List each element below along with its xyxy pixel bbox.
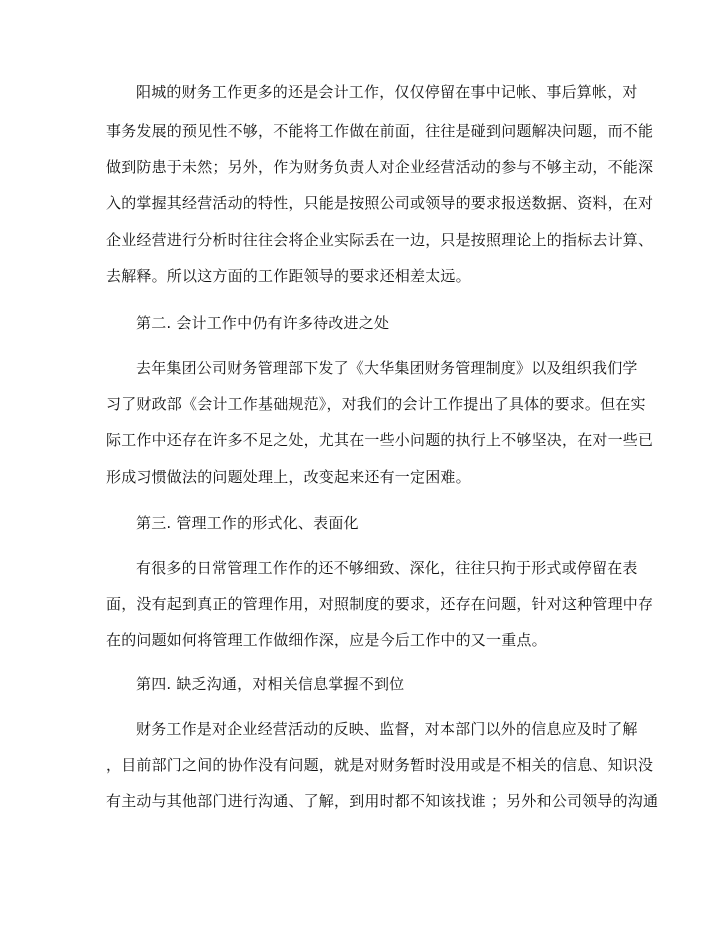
paragraph-1-line-3: 做到防患于未然；另外，作为财务负责人对企业经营活动的参与不够主动，不能深	[106, 158, 654, 176]
paragraph-3-line-3: 在的问题如何将管理工作做细作深，应是今后工作中的又一重点。	[106, 631, 547, 649]
section-heading-4: 第四. 缺乏沟通，对相关信息掌握不到位	[136, 675, 405, 693]
paragraph-2-line-2: 习了财政部《会计工作基础规范》，对我们的会计工作提出了具体的要求。但在实	[106, 395, 646, 413]
paragraph-3-line-1: 有很多的日常管理工作作的还不够细致、深化，往往只拘于形式或停留在表	[136, 559, 638, 577]
paragraph-4-line-1: 财务工作是对企业经营活动的反映、监督，对本部门以外的信息应及时了解	[136, 720, 638, 738]
paragraph-1-line-6: 去解释。所以这方面的工作距领导的要求还相差太远。	[106, 267, 471, 285]
paragraph-4-line-3: 有主动与其他部门进行沟通、了解，到用时都不知该找谁 ；另外和公司领导的沟通	[106, 792, 659, 810]
section-heading-3: 第三. 管理工作的形式化、表面化	[136, 514, 359, 532]
paragraph-1-line-2: 事务发展的预见性不够，不能将工作做在前面，往往是碰到问题解决问题，而不能	[106, 122, 654, 140]
paragraph-4-line-2: ，目前部门之间的协作没有问题，就是对财务暂时没用或是不相关的信息、知识没	[106, 756, 654, 774]
paragraph-2-line-4: 形成习惯做法的问题处理上，改变起来还有一定困难。	[106, 468, 471, 486]
paragraph-2-line-1: 去年集团公司财务管理部下发了《大华集团财务管理制度》以及组织我们学	[136, 359, 638, 377]
paragraph-2-line-3: 际工作中还存在许多不足之处，尤其在一些小问题的执行上不够坚决，在对一些已	[106, 431, 654, 449]
paragraph-1-line-5: 企业经营进行分析时往往会将企业实际丢在一边，只是按照理论上的指标去计算、	[106, 231, 654, 249]
section-heading-2: 第二. 会计工作中仍有许多待改进之处	[136, 314, 390, 332]
paragraph-3-line-2: 面，没有起到真正的管理作用，对照制度的要求，还存在问题，针对这种管理中存	[106, 595, 654, 613]
paragraph-1-line-4: 入的掌握其经营活动的特性，只能是按照公司或领导的要求报送数据、资料，在对	[106, 194, 654, 212]
paragraph-1-line-1: 阳城的财务工作更多的还是会计工作，仅仅停留在事中记帐、事后算帐，对	[136, 83, 638, 101]
